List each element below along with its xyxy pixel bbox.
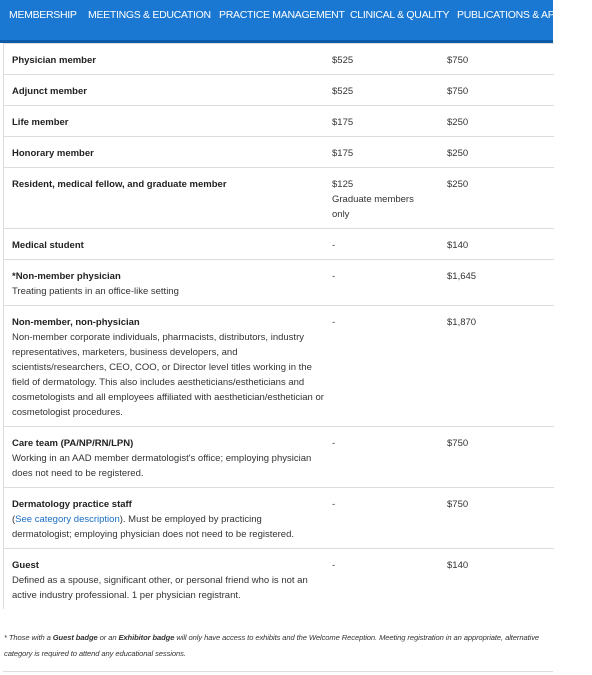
- member-fee: -: [332, 271, 336, 282]
- table-row: [4, 427, 554, 488]
- category-name: Life member: [12, 117, 69, 128]
- table-row: [4, 106, 554, 137]
- category-description-link[interactable]: See category description: [15, 514, 120, 525]
- category-cell: [12, 53, 324, 68]
- member-fee: -: [332, 317, 336, 328]
- category-cell: [12, 115, 324, 130]
- nonmember-fee: $750: [447, 438, 469, 449]
- member-fee: $125: [332, 179, 354, 190]
- footnote-text: or an: [97, 633, 119, 642]
- category-cell: [12, 497, 324, 542]
- category-name: Honorary member: [12, 148, 94, 159]
- table-row: [4, 44, 554, 75]
- category-description: Non-member corporate individuals, pharmacists, distributors, industry representatives, marketers, business developers, and scientists/researchers, CEO, COO, or Director level titles working in the field of dermatology. This also includes aestheticians/estheticians and cosmetologists and all employees affiliated with aesthetician/esthetician or cosmetologist procedures.: [12, 332, 324, 418]
- nonmember-fee: $250: [447, 117, 469, 128]
- nonmember-fee: $140: [447, 240, 469, 251]
- top-navigation-bar: [0, 0, 568, 42]
- nonmember-fee: $750: [447, 86, 469, 97]
- nav-publications-apps[interactable]: PUBLICATIONS & APPS: [457, 9, 568, 21]
- member-fee: $175: [332, 148, 354, 159]
- table-row: [4, 306, 554, 427]
- footnote-text: will only have access to exhibits and the Welcome Reception. Meeting registration in an appropriate, alternative category is required to attend any educational sessions.: [4, 633, 540, 658]
- description-text: ). Must be employed by practicing dermatologist; employing physician does not need to be registered.: [12, 514, 295, 540]
- footnote-divider: [3, 671, 553, 672]
- nonmember-fee: $250: [447, 148, 469, 159]
- category-name: Adjunct member: [12, 86, 87, 97]
- table-row: [4, 260, 554, 306]
- member-fee: $175: [332, 117, 354, 128]
- category-cell: [12, 315, 324, 420]
- category-name: Dermatology practice staff: [12, 499, 132, 510]
- nav-clinical-quality[interactable]: CLINICAL & QUALITY: [350, 9, 450, 21]
- category-name: Care team (PA/NP/RN/LPN): [12, 438, 134, 449]
- member-fee: -: [332, 240, 336, 251]
- member-fee-cell: [332, 177, 442, 222]
- table-row: [4, 137, 554, 168]
- member-fee: $525: [332, 55, 354, 66]
- category-cell: [12, 269, 324, 299]
- category-cell: [12, 238, 324, 253]
- member-fee: $525: [332, 86, 354, 97]
- nonmember-fee: $140: [447, 560, 469, 571]
- footnote-text: * Those with a: [4, 633, 53, 642]
- category-cell: [12, 558, 324, 603]
- category-name: Physician member: [12, 55, 96, 66]
- nav-meetings-education[interactable]: MEETINGS & EDUCATION: [88, 9, 211, 21]
- nav-membership[interactable]: MEMBERSHIP: [9, 9, 77, 21]
- nonmember-fee: $1,870: [447, 317, 477, 328]
- category-name: *Non-member physician: [12, 271, 121, 282]
- footnote-bold-exhibitor: Exhibitor badge: [118, 633, 175, 642]
- category-name: Medical student: [12, 240, 84, 251]
- category-name: Resident, medical fellow, and graduate member: [12, 179, 227, 190]
- category-name: Guest: [12, 560, 39, 571]
- member-fee: -: [332, 438, 336, 449]
- category-cell: [12, 84, 324, 99]
- footnote-bold-guest: Guest badge: [52, 633, 98, 642]
- table-row: [4, 168, 554, 229]
- category-description: Defined as a spouse, significant other, or personal friend who is not an active industry professional. 1 per physician registrant.: [12, 575, 308, 601]
- member-fee: -: [332, 560, 336, 571]
- category-cell: [12, 146, 324, 161]
- table-row: [4, 549, 554, 609]
- nonmember-fee: $750: [447, 55, 469, 66]
- member-fee: -: [332, 499, 336, 510]
- table-row: [4, 229, 554, 260]
- nav-practice-management[interactable]: PRACTICE MANAGEMENT: [219, 9, 345, 21]
- category-description: Treating patients in an office-like setting: [12, 286, 179, 297]
- member-fee-note: Graduate members only: [332, 194, 414, 220]
- badge-access-footnote: [4, 630, 552, 662]
- nonmember-fee: $750: [447, 499, 469, 510]
- category-name: Non-member, non-physician: [12, 317, 140, 328]
- category-description: [12, 512, 324, 542]
- nonmember-fee: $250: [447, 179, 469, 190]
- category-cell: [12, 177, 324, 192]
- table-row: [4, 488, 554, 549]
- nonmember-fee: $1,645: [447, 271, 477, 282]
- paren-open: (: [12, 514, 16, 525]
- registration-fee-table: [3, 43, 554, 609]
- category-cell: [12, 436, 324, 481]
- table-row: [4, 75, 554, 106]
- category-description: Working in an AAD member dermatologist's office; employing physician does not need to be registered.: [12, 453, 312, 479]
